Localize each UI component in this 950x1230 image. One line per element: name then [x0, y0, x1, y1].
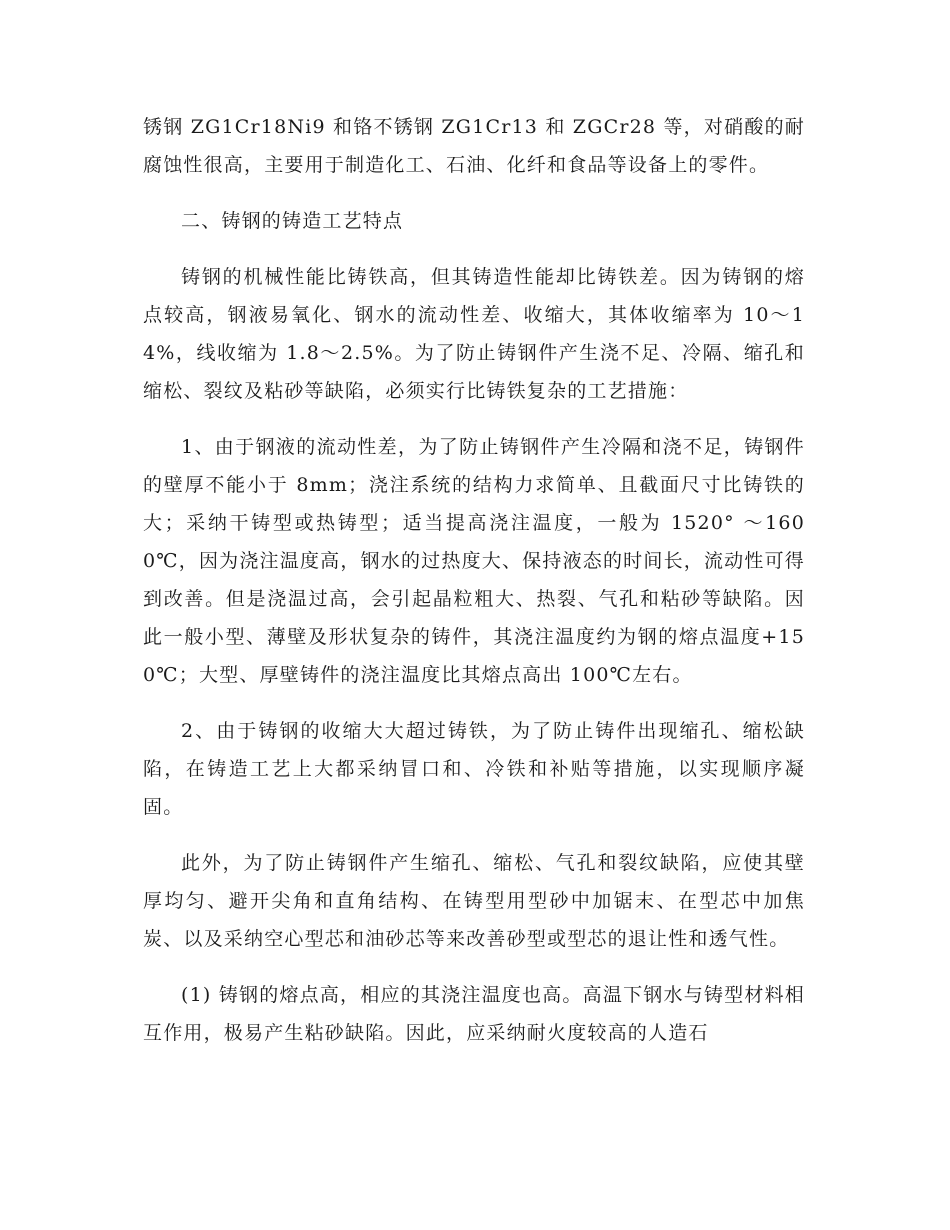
paragraph-intro: 铸钢的机械性能比铸铁高，但其铸造性能却比铸铁差。因为铸钢的熔点较高，钢液易氧化、钢水的流动性差、收缩大，其体收缩率为 10～14%，线收缩为 1.8～2.5%。为了防止铸钢件产生浇不足、冷隔、缩孔和缩松、裂纹及粘砂等缺陷，必须实行比铸铁复杂的工艺措施：	[143, 266, 805, 402]
paragraph-additional: 此外，为了防止铸钢件产生缩孔、缩松、气孔和裂纹缺陷，应使其壁厚均匀、避开尖角和直角结构、在铸型用型砂中加锯末、在型芯中加焦炭、以及采纳空心型芯和油砂芯等来改善砂型或型芯的退让性和透气性。	[143, 852, 805, 950]
paragraph-item-2: 2、由于铸钢的收缩大大超过铸铁，为了防止铸件出现缩孔、缩松缺陷，在铸造工艺上大都采纳冒口和、冷铁和补贴等措施，以实现顺序凝固。	[143, 720, 805, 818]
document-body	[143, 108, 805, 1070]
paragraph-point-1: (1) 铸钢的熔点高，相应的其浇注温度也高。高温下钢水与铸型材料相互作用，极易产生粘砂缺陷。因此，应采纳耐火度较高的人造石	[143, 984, 805, 1044]
section-heading: 二、铸钢的铸造工艺特点	[181, 210, 404, 232]
paragraph-item-1: 1、由于钢液的流动性差，为了防止铸钢件产生冷隔和浇不足，铸钢件的壁厚不能小于 8mm；浇注系统的结构力求简单、且截面尺寸比铸铁的大；采纳干铸型或热铸型；适当提高浇注温度，一般为 1520° ～1600℃，因为浇注温度高，钢水的过热度大、保持液态的时间长，流动性可得到改善。但是浇温过高，会引起晶粒粗大、热裂、气孔和粘砂等缺陷。因此一般小型、薄壁及形状复杂的铸件，其浇注温度约为钢的熔点温度+150℃；大型、厚壁铸件的浇注温度比其熔点高出 100℃左右。	[143, 436, 805, 686]
paragraph-continuation: 锈钢 ZG1Cr18Ni9 和铬不锈钢 ZG1Cr13 和 ZGCr28 等，对硝酸的耐腐蚀性很高，主要用于制造化工、石油、化纤和食品等设备上的零件。	[143, 116, 805, 176]
